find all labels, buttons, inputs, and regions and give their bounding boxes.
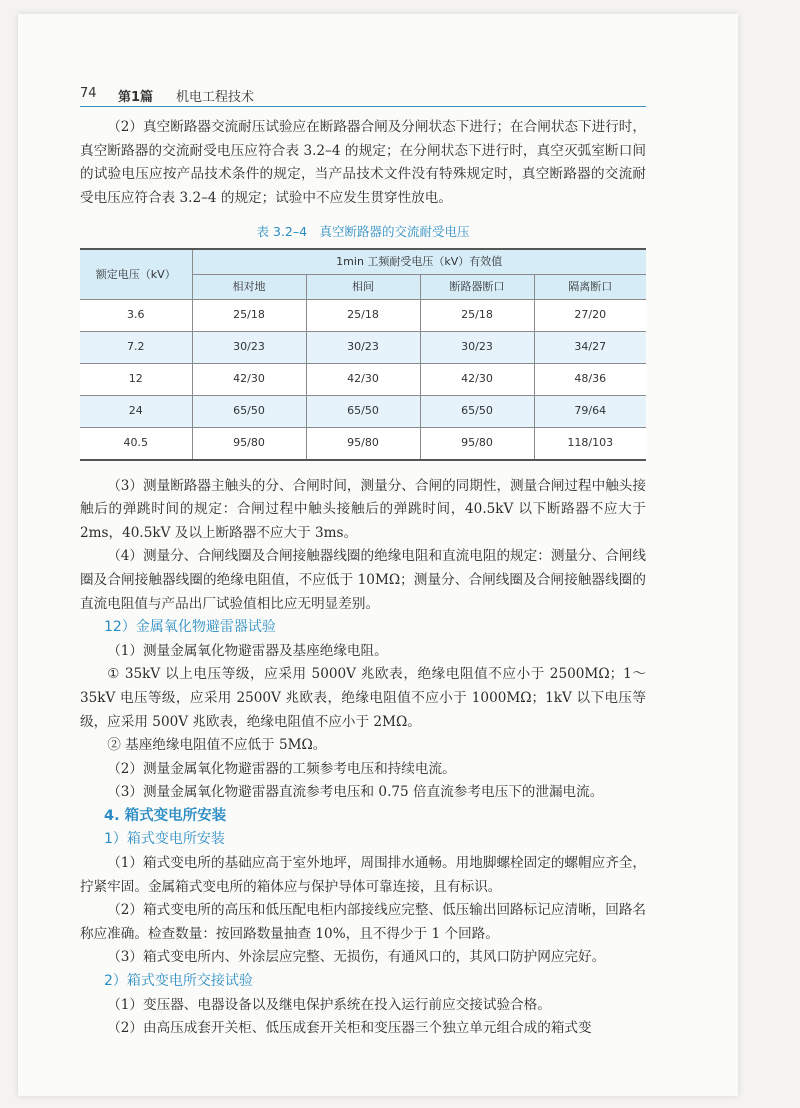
paragraph: ② 基座绝缘电阻值不应低于 5MΩ。 — [107, 737, 327, 754]
table-cell: 30/23 — [306, 331, 420, 363]
table-cell: 65/50 — [192, 395, 306, 427]
subsection-heading: 1）箱式变电所安装 — [104, 831, 225, 848]
table-cell: 48/36 — [534, 363, 646, 395]
table-cell: 27/20 — [534, 299, 646, 331]
paragraph: （3）测量断路器主触头的分、合闸时间，测量分、合闸的同期性，测量合闸过程中触头接触后的弹跳时间的规定：合闸过程中触头接触后的弹跳时间，40.5kV 以下断路器不应大于 2ms，40.5kV 及以上断路器不应大于 3ms。 — [80, 477, 646, 541]
page-content — [80, 116, 646, 1041]
paragraph: ① 35kV 以上电压等级，应采用 5000V 兆欧表，绝缘电阻值不应小于 2500MΩ；1～35kV 电压等级，应采用 2500V 兆欧表，绝缘电阻值不应小于 1000MΩ；1kV 以下电压等级，应采用 500V 兆欧表，绝缘电阻值不应小于 2MΩ。 — [80, 666, 646, 730]
running-header — [80, 84, 646, 107]
table-cell: 79/64 — [534, 395, 646, 427]
part-label: 第1篇 — [118, 90, 154, 105]
table-cell: 42/30 — [420, 363, 534, 395]
table-cell: 42/30 — [306, 363, 420, 395]
paragraph: （1）箱式变电所的基础应高于室外地坪，周围排水通畅。用地脚螺栓固定的螺帽应齐全，拧紧牢固。金属箱式变电所的箱体应与保护导体可靠连接，且有标识。 — [80, 855, 646, 895]
table-cell: 3.6 — [80, 299, 192, 331]
table-row — [80, 331, 646, 363]
table-cell: 95/80 — [306, 427, 420, 460]
header-breaker-gap: 断路器断口 — [420, 274, 534, 299]
section-heading: 12）金属氧化物避雷器试验 — [104, 619, 276, 636]
table-cell: 118/103 — [534, 427, 646, 460]
paragraph: （2）由高压成套开关柜、低压成套开关柜和变压器三个独立单元组合成的箱式变 — [107, 1020, 592, 1037]
paragraph: （1）变压器、电器设备以及继电保护系统在投入运行前应交接试验合格。 — [107, 996, 551, 1013]
table-cell: 30/23 — [420, 331, 534, 363]
table-cell: 40.5 — [80, 427, 192, 460]
paragraph: （4）测量分、合闸线圈及合闸接触器线圈的绝缘电阻和直流电阻的规定：测量分、合闸线圈及合闸接触器线圈的绝缘电阻值，不应低于 10MΩ；测量分、合闸线圈及合闸接触器线圈的直流电阻值与产品出厂试验值相比应无明显差别。 — [80, 548, 646, 612]
paragraph: （3）测量金属氧化物避雷器直流参考电压和 0.75 倍直流参考电压下的泄漏电流。 — [107, 784, 604, 801]
table-cell: 25/18 — [192, 299, 306, 331]
table-cell: 7.2 — [80, 331, 192, 363]
page-number: 74 — [80, 86, 97, 101]
chapter-title: 机电工程技术 — [176, 90, 255, 105]
table-cell: 25/18 — [306, 299, 420, 331]
header-phase-to-ground: 相对地 — [192, 274, 306, 299]
table-title: 表 3.2–4 真空断路器的交流耐受电压 — [256, 224, 470, 240]
paragraph: （2）箱式变电所的高压和低压配电柜内部接线应完整、低压输出回路标记应清晰，回路名称应准确。检查数量：按回路数量抽查 10%，且不得少于 1 个回路。 — [80, 902, 646, 942]
table-cell: 95/80 — [192, 427, 306, 460]
table-cell: 65/50 — [306, 395, 420, 427]
table-cell: 25/18 — [420, 299, 534, 331]
table-row — [80, 395, 646, 427]
subsection-heading: 2）箱式变电所交接试验 — [104, 973, 253, 990]
table-cell: 30/23 — [192, 331, 306, 363]
table-row — [80, 363, 646, 395]
paragraph: （2）测量金属氧化物避雷器的工频参考电压和持续电流。 — [107, 760, 456, 777]
table-cell: 42/30 — [192, 363, 306, 395]
section-heading: 4. 箱式变电所安装 — [104, 807, 227, 824]
header-isolating-gap: 隔离断口 — [534, 274, 646, 299]
header-rated-voltage: 额定电压（kV） — [80, 249, 192, 299]
table-cell: 34/27 — [534, 331, 646, 363]
table-cell: 24 — [80, 395, 192, 427]
withstand-voltage-table — [80, 248, 646, 460]
table-row — [80, 299, 646, 331]
table-cell: 65/50 — [420, 395, 534, 427]
paragraph: （3）箱式变电所内、外涂层应完整、无损伤，有通风口的，其风口防护网应完好。 — [107, 949, 606, 966]
header-withstand-group: 1min 工频耐受电压（kV）有效值 — [192, 249, 646, 274]
table-row — [80, 427, 646, 460]
table-cell: 12 — [80, 363, 192, 395]
paragraph: （2）真空断路器交流耐压试验应在断路器合闸及分闸状态下进行；在合闸状态下进行时，真空断路器的交流耐受电压应符合表 3.2–4 的规定；在分闸状态下进行时，真空灭弧室断口间的试验电压应按产品技术条件的规定，当产品技术文件没有特殊规定时，真空断路器的交流耐受电压应符合表 3.2–4 的规定；试验中不应发生贯穿性放电。 — [80, 119, 646, 206]
header-phase-to-phase: 相间 — [306, 274, 420, 299]
table-cell: 95/80 — [420, 427, 534, 460]
paragraph: （1）测量金属氧化物避雷器及基座绝缘电阻。 — [107, 642, 388, 659]
